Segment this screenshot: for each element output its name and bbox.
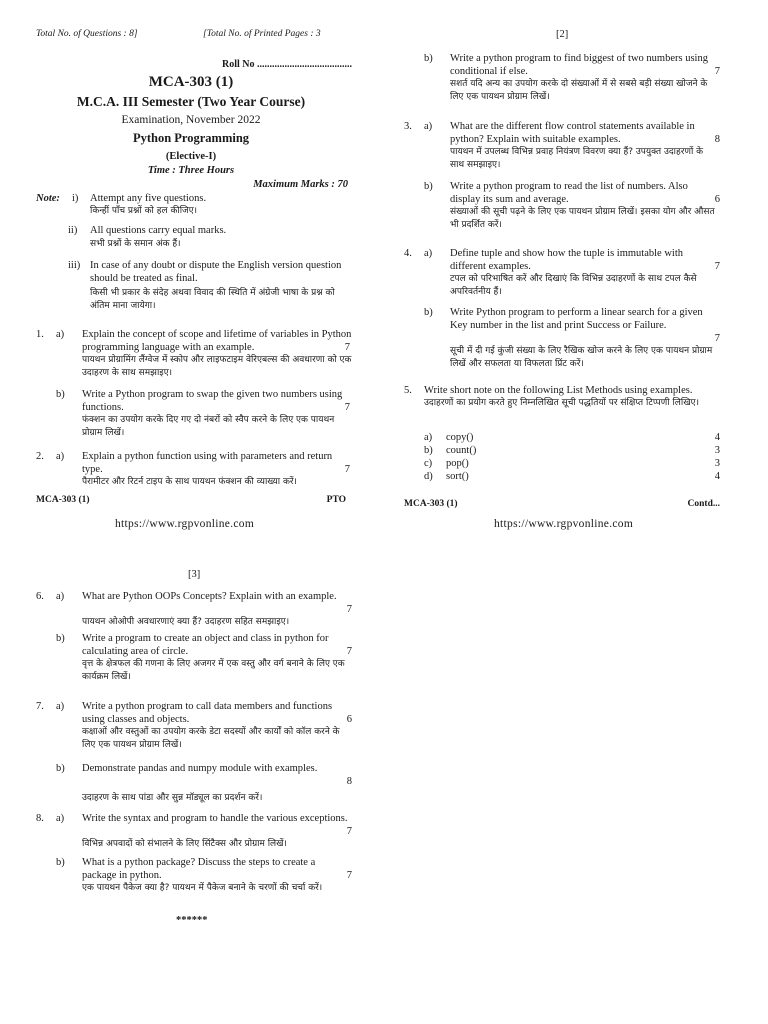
- end-of-paper-mark: ******: [176, 915, 208, 926]
- question-3a: 3. a) What are the different flow control statements available in python? Explain with suitable examples. 8 पायथन में उपलब्ध विभिन्न प्रवाह नियंत्रण विवरण क्या हैं? उपयुक्त उदाहरणों के साथ समझाइए।: [404, 121, 720, 170]
- question-1b: b) Write a Python program to swap the given two numbers using functions. 7 फंक्शन का उपयोग करके दिए गए दो नंबरों को स्वैप करने के लिए एक पायथन प्रोग्राम लिखें।: [56, 389, 350, 438]
- time: Time : Three Hours: [147, 165, 235, 176]
- question-6a: 6. a) What are Python OOPs Concepts? Explain with an example. 7 पायथन ओओपी अवधारणाएं क्या हैं? उदाहरण सहित समझाइए।: [36, 591, 352, 627]
- page-number-2: [2]: [556, 29, 569, 40]
- footer-contd: Contd...: [687, 499, 720, 509]
- subject-title: Python Programming: [132, 131, 250, 145]
- page-2: [404, 28, 724, 518]
- question-4b: b) Write Python program to perform a linear search for a given Key number in the list and print Success or Failure. 7 सूची में दी गई कुंजी संख्या के लिए रैखिक खोज करने के लिए एक पायथन प्रोग्राम लिखें और सफलता या विफलता प्रिंट करें।: [424, 307, 720, 369]
- page-3: [36, 568, 356, 928]
- total-pages: [Total No. of Printed Pages : 3: [203, 29, 321, 39]
- footer-pto: PTO: [326, 495, 346, 505]
- question-8b: b) What is a python package? Discuss the steps to create a package in python. 7 एक पायथन पैकेज क्या है? पायथन में पैकेज बनाने के चरणों की चर्चा करें।: [56, 857, 352, 893]
- question-3b: b) Write a python program to read the list of numbers. Also display its sum and average. 6 संख्याओं की सूची पढ़ने के लिए एक पायथन प्रोग्राम लिखें। इसका योग और औसत भी प्रदर्शित करें।: [424, 181, 720, 230]
- paper-code: MCA-303 (1): [148, 74, 234, 90]
- question-8a: 8. a) Write the syntax and program to handle the various exceptions. 7 विभिन्न अपवादों को संभालने के लिए सिंटैक्स और प्रोग्राम लिखें।: [36, 813, 352, 849]
- exam-title: Examination, November 2022: [121, 114, 261, 126]
- page-number-3: [3]: [188, 569, 201, 580]
- source-url-2: https://www.rgpvonline.com: [494, 518, 634, 530]
- max-marks: Maximum Marks : 70: [253, 179, 348, 190]
- elective: (Elective-I): [165, 151, 217, 162]
- question-4a: 4. a) Define tuple and show how the tuple is immutable with different examples. 7 टपल को परिभाषित करें और दिखाएं कि विभिन्न उदाहरणों के साथ टपल कैसे अपरिवर्तनीय हैं।: [404, 248, 720, 297]
- page-1: Total No. of Questions : 8] [Total No. of Printed Pages : 3 Roll No ...................................... MCA-303 (1) M.C.A. III Semester (Two Year Course) Examination, November 2022 Python Programming (Elective-I) Time : Three Hours Maximum Marks : 70 Note: i) Attempt any five questions. किन्हीं पाँच प्रश्नों को हल कीजिए। ii) All questions carry equal marks. सभी प्रश्नों के समान अंक हैं। iii) In case of any doubt or dispute the English version question should be treated as final. किसी भी प्रकार के संदेह अथवा विवाद की स्थिति में अंग्रेजी भाषा के प्रश्न को अंतिम माना जायेगा। 1. a) Explain the concept of scope and lifetime of variables in Python programming language with an example. 7 पायथन प्रोग्रामिंग लैंग्वेज में स्कोप और लाइफटाइम वेरिएबल्स की अवधारणा को एक उदाहरण के साथ समझाइए। b) Write a Python program to swap the given two numbers using functions. 7 फंक्शन का उपयोग करके दिए गए दो नंबरों को स्वैप करने के लिए एक पायथन प्रोग्राम लिखें। 2. a) Explain a python function using with parameters and return type. 7 पैरामीटर और रिटर्न टाइप के साथ पायथन फंक्शन की व्याख्या करें। MCA-303 (1) PTO: [30, 28, 350, 518]
- footer-code-2: MCA-303 (1): [404, 499, 458, 509]
- total-questions: Total No. of Questions : 8]: [36, 29, 138, 39]
- footer-code: MCA-303 (1): [36, 495, 90, 505]
- question-1a: 1. a) Explain the concept of scope and lifetime of variables in Python programming language with an example. 7 पायथन प्रोग्रामिंग लैंग्वेज में स्कोप और लाइफटाइम वेरिएबल्स की अवधारणा को एक उदाहरण के साथ समझाइए।: [36, 329, 352, 378]
- note-label: Note:: [36, 193, 60, 204]
- question-7a: 7. a) Write a python program to call data members and functions using classes and objects. 6 कक्षाओं और वस्तुओं का उपयोग करके डेटा सदस्यों और कार्यों को कॉल करने के लिए एक पायथन प्रोग्राम लिखें।: [36, 701, 352, 750]
- question-2b: b) Write a python program to find biggest of two numbers using conditional if else. 7 सशर्त यदि अन्य का उपयोग करके दो संख्याओं में से सबसे बड़ी संख्या खोजने के लिए एक पायथन प्रोग्राम लिखें।: [424, 53, 720, 102]
- question-7b: b) Demonstrate pandas and numpy module with examples. 8 उदाहरण के साथ पांडा और सुन्न मॉड्यूल का प्रदर्शन करें।: [56, 763, 352, 803]
- question-2a: 2. a) Explain a python function using with parameters and return type. 7 पैरामीटर और रिटर्न टाइप के साथ पायथन फंक्शन की व्याख्या करें।: [36, 451, 350, 487]
- source-url-1: https://www.rgpvonline.com: [115, 518, 255, 530]
- question-5: 5. Write short note on the following List Methods using examples. उदाहरणों का प्रयोग करते हुए निम्नलिखित सूची पद्धतियों पर संक्षिप्त टिप्पणी लिखिए। a) copy() 4 b) count() 3 c) pop() 3 d) sort() 4: [404, 385, 720, 482]
- question-6b: b) Write a program to create an object and class in python for calculating area of circle. 7 वृत्त के क्षेत्रफल की गणना के लिए अजगर में एक वस्तु और वर्ग बनाने के लिए एक कार्यक्रम लिखें।: [56, 633, 352, 682]
- course-title: M.C.A. III Semester (Two Year Course): [76, 94, 306, 109]
- roll-no: Roll No ......................................: [222, 59, 352, 70]
